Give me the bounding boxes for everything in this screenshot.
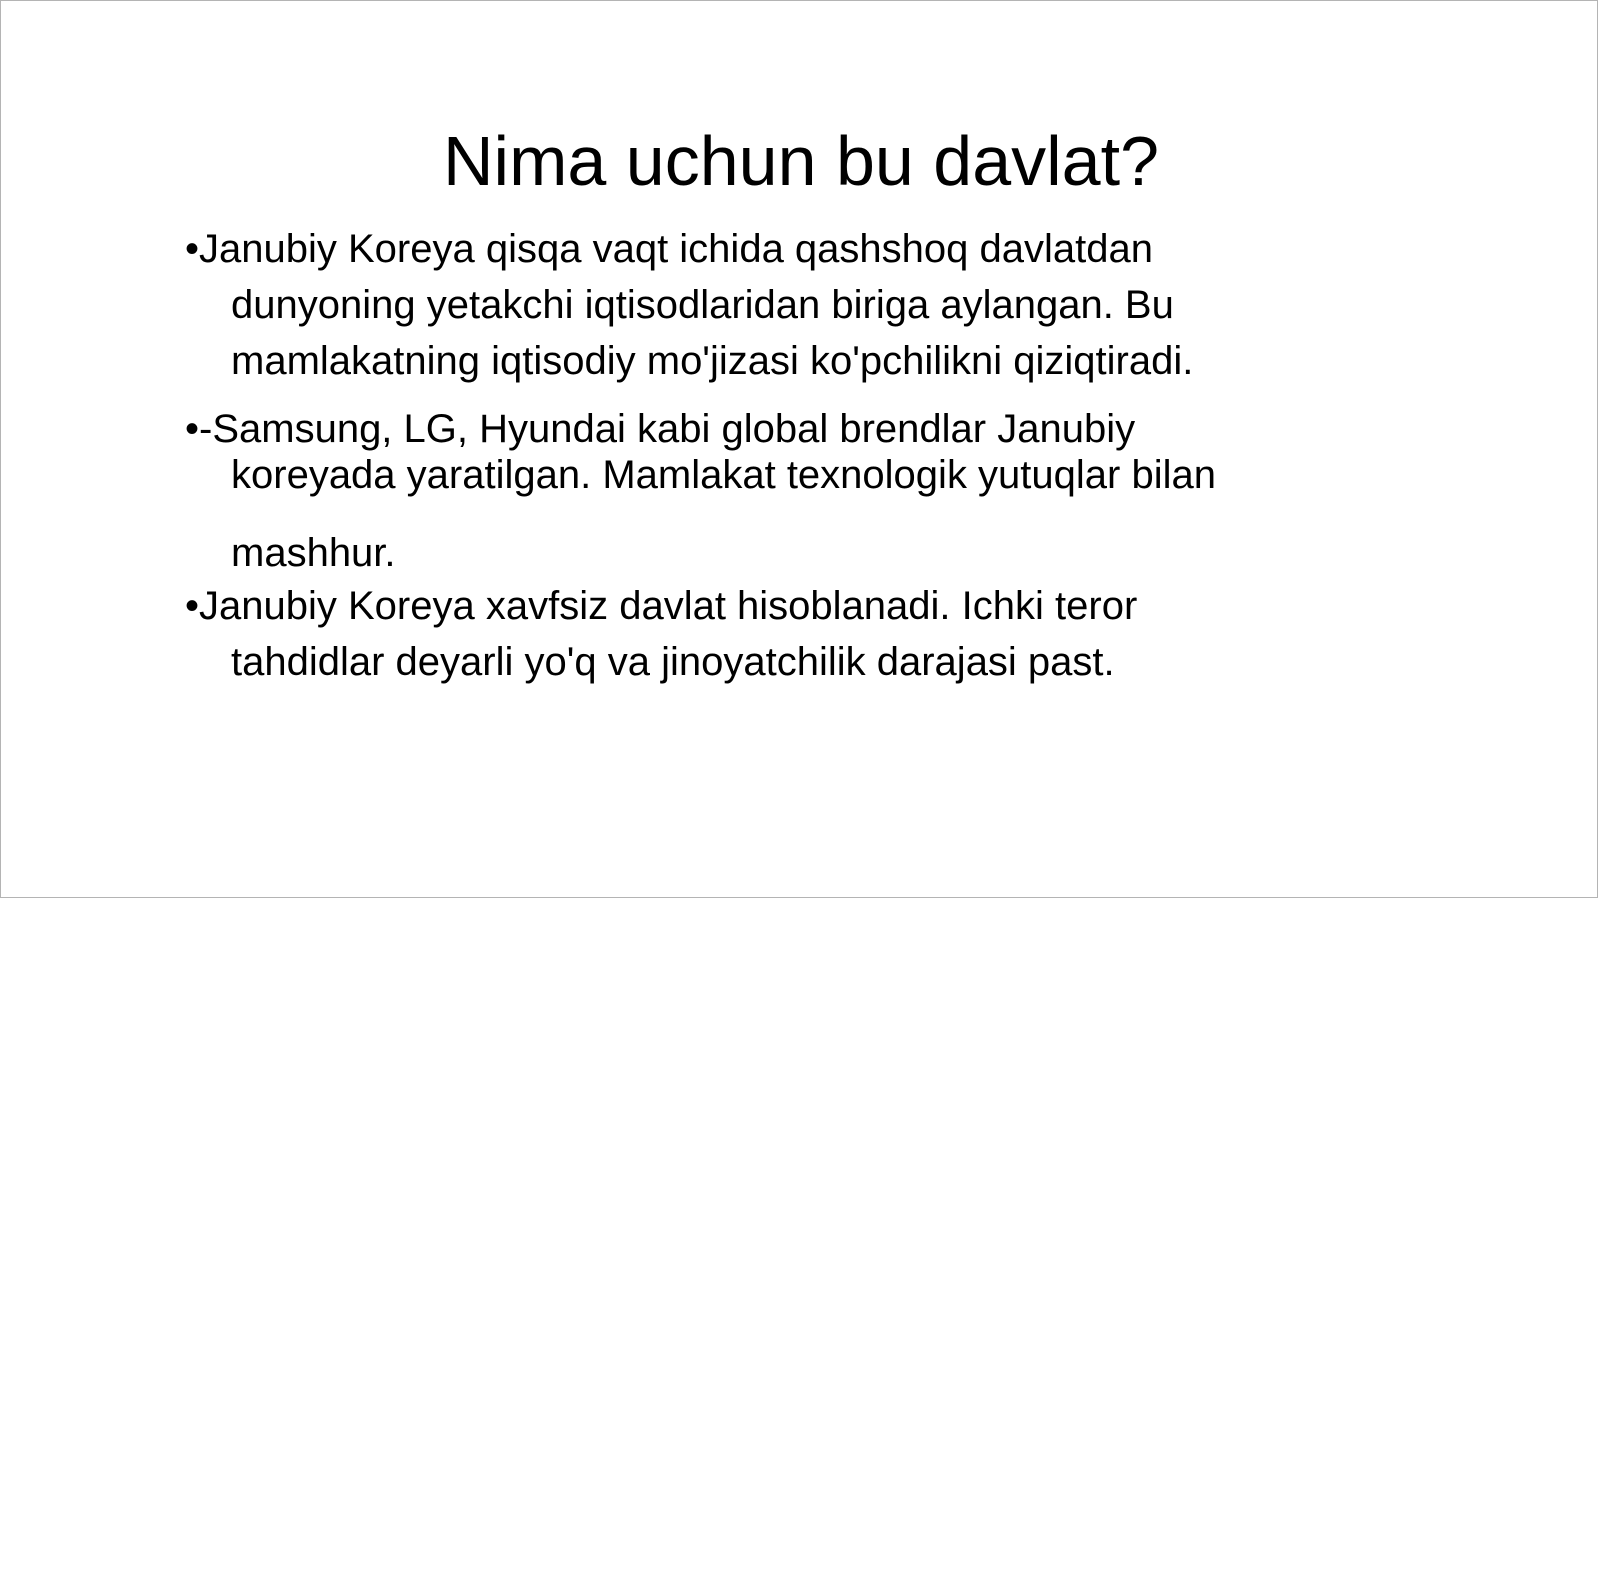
bullet-2-line-1: •-Samsung, LG, Hyundai kabi global brendlar Janubiy [185, 407, 1136, 451]
bullet-item-2 [185, 406, 1216, 576]
bullet-3-line-1: •Janubiy Koreya xavfsiz davlat hisoblanadi. Ichki teror [185, 584, 1138, 628]
bullet-2-line-3: mashhur. [231, 531, 396, 575]
slide-title: Nima uchun bu davlat? [443, 122, 1159, 200]
bullet-1-line-1: •Janubiy Koreya qisqa vaqt ichida qashshoq davlatdan [185, 227, 1153, 271]
bullet-1-line-2: dunyoning yetakchi iqtisodlaridan biriga aylangan. Bu [231, 283, 1174, 327]
bullet-1-line-3: mamlakatning iqtisodiy mo'jizasi ko'pchilikni qiziqtiradi. [231, 339, 1194, 383]
bullet-item-1 [185, 221, 1193, 389]
bullet-2-line-2: koreyada yaratilgan. Mamlakat texnologik yutuqlar bilan [231, 453, 1216, 497]
bullet-3-line-2: tahdidlar deyarli yo'q va jinoyatchilik darajasi past. [231, 640, 1115, 684]
bullet-item-3 [185, 578, 1137, 690]
